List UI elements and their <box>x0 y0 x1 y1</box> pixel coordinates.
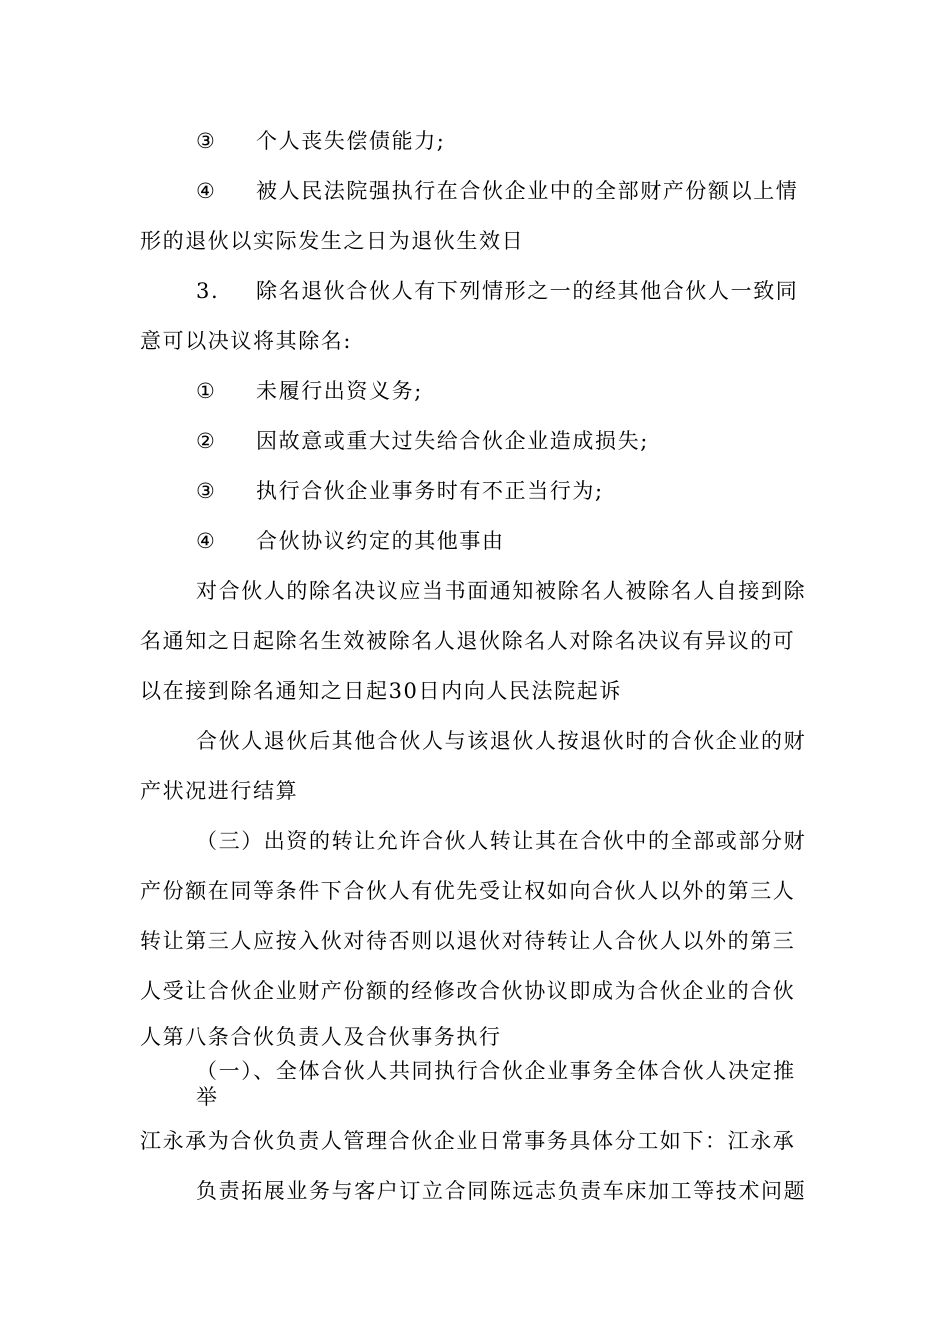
text-line: 举 <box>196 1085 219 1109</box>
list-marker: ④ <box>196 529 217 553</box>
list-item <box>196 428 820 454</box>
text-line: 合伙人退伙后其他合伙人与该退伙人按退伙时的合伙企业的财 <box>196 729 807 753</box>
list-item <box>196 378 820 404</box>
text-line: 产份额在同等条件下合伙人有优先受让权如向合伙人以外的第三人 <box>140 879 796 903</box>
text-line: （三）出资的转让允许合伙人转让其在合伙中的全部或部分财 <box>196 829 807 853</box>
list-item <box>196 528 820 554</box>
line-text: 未履行出资义务; <box>256 379 423 403</box>
text-line: 江永承为合伙负责人管理合伙企业日常事务具体分工如下：江永承 <box>140 1129 796 1153</box>
line-text: 除名退伙合伙人有下列情形之一的经其他合伙人一致同 <box>256 279 799 303</box>
line-text: 个人丧失偿债能力; <box>256 129 446 153</box>
text-line: 人受让合伙企业财产份额的经修改合伙协议即成为合伙企业的合伙 <box>140 979 796 1003</box>
text-line: 产状况进行结算 <box>140 779 299 803</box>
list-item <box>196 278 820 304</box>
list-marker: ③ <box>196 129 217 153</box>
line-text: 被人民法院强执行在合伙企业中的全部财产份额以上情 <box>256 179 799 203</box>
text-line: 以在接到除名通知之日起30日内向人民法院起诉 <box>140 679 622 703</box>
text-line: 名通知之日起除名生效被除名人退伙除名人对除名决议有异议的可 <box>140 629 796 653</box>
list-marker: ③ <box>196 479 217 503</box>
text-line: 转让第三人应按入伙对待否则以退伙对待转让人合伙人以外的第三 <box>140 929 796 953</box>
line-text: 合伙协议约定的其他事由 <box>256 529 505 553</box>
text-line: 意可以决议将其除名: <box>140 329 353 353</box>
list-marker: ④ <box>196 179 217 203</box>
line-text: 因故意或重大过失给合伙企业造成损失; <box>256 429 649 453</box>
list-marker: ② <box>196 429 217 453</box>
text-line: 人第八条合伙负责人及合伙事务执行 <box>140 1025 502 1049</box>
list-item <box>196 478 820 504</box>
text-line: 对合伙人的除名决议应当书面通知被除名人被除名人自接到除 <box>196 579 807 603</box>
list-marker: 3. <box>196 279 220 303</box>
text-line: 形的退伙以实际发生之日为退伙生效日 <box>140 229 525 253</box>
line-text: 执行合伙企业事务时有不正当行为; <box>256 479 604 503</box>
list-marker: ① <box>196 379 217 403</box>
list-item <box>196 128 820 154</box>
text-line: （一）、全体合伙人共同执行合伙企业事务全体合伙人决定推 <box>196 1059 796 1083</box>
list-item <box>196 178 820 204</box>
text-line: 负责拓展业务与客户订立合同陈远志负责车床加工等技术问题 <box>196 1179 807 1203</box>
